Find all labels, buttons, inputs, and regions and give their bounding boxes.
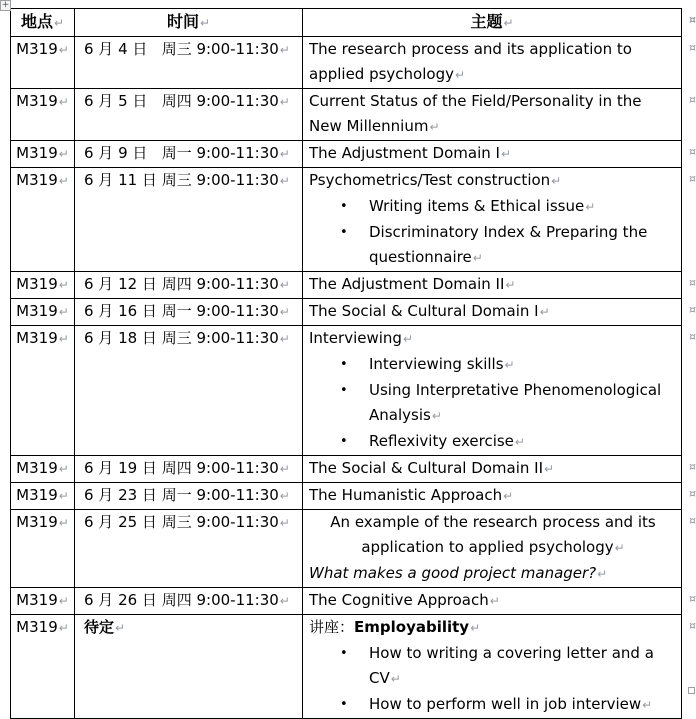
paragraph-mark-icon: ↵ <box>279 462 290 476</box>
topic-paragraph <box>309 37 677 88</box>
bullet-icon: • <box>340 357 348 372</box>
time-value: 6 月 23 日 周一 9:00-11:30 <box>84 486 279 504</box>
paragraph-mark-icon: ↵ <box>390 672 401 686</box>
paragraph-mark-icon: ↵ <box>597 567 608 581</box>
time-value: 6 月 19 日 周四 9:00-11:30 <box>84 459 279 477</box>
table-row <box>11 141 682 168</box>
end-of-row-mark-icon: ¤ <box>689 592 696 605</box>
time-value: 待定 <box>84 618 115 636</box>
time-cell[interactable] <box>75 588 303 615</box>
topic-bullet-item <box>309 641 677 692</box>
paragraph-mark-icon: ↵ <box>539 305 550 319</box>
topic-prefix-text: 讲座： <box>309 618 355 636</box>
location-cell[interactable] <box>11 615 75 719</box>
location-value: M319 <box>16 486 58 504</box>
topic-paragraph <box>309 615 677 641</box>
topic-paragraph <box>309 561 677 587</box>
paragraph-mark-icon: ↵ <box>58 147 69 161</box>
location-value: M319 <box>16 302 58 320</box>
schedule-table-body <box>11 37 696 719</box>
topic-paragraph <box>309 299 677 325</box>
topic-bullet-item <box>309 429 677 455</box>
topic-text: An example of the research process and its application to applied psychology <box>330 513 656 556</box>
time-cell[interactable] <box>75 299 303 326</box>
topic-text: What makes a good project manager? <box>309 564 597 582</box>
topic-cell[interactable] <box>303 456 696 483</box>
paragraph-mark-icon: ↵ <box>585 200 596 214</box>
time-value: 6 月 18 日 周三 9:00-11:30 <box>84 329 279 347</box>
location-cell[interactable] <box>11 483 75 510</box>
location-value: M319 <box>16 171 58 189</box>
bullet-text: How to perform well in job interview <box>369 695 642 713</box>
paragraph-mark-icon: ↵ <box>544 462 555 476</box>
paragraph-mark-icon: ↵ <box>279 594 290 608</box>
topic-cell[interactable] <box>303 168 696 272</box>
table-row <box>11 168 682 272</box>
bullet-text: Reflexivity exercise <box>369 432 514 450</box>
location-cell[interactable] <box>11 272 75 299</box>
time-cell[interactable] <box>75 89 303 141</box>
location-cell[interactable] <box>11 299 75 326</box>
topic-bullet-item <box>309 352 677 378</box>
location-cell[interactable] <box>11 326 75 456</box>
paragraph-mark-icon: ↵ <box>58 621 69 635</box>
paragraph-mark-icon: ↵ <box>58 489 69 503</box>
paragraph-mark-icon: ↵ <box>58 174 69 188</box>
time-cell[interactable] <box>75 37 303 89</box>
bullet-text: Using Interpretative Phenomenological Analysis <box>369 381 662 424</box>
paragraph-mark-icon: ↵ <box>58 278 69 292</box>
topic-cell[interactable] <box>303 299 696 326</box>
header-location[interactable] <box>11 9 75 37</box>
bullet-icon: • <box>340 434 348 449</box>
bullet-text: Writing items & Ethical issue <box>369 197 585 215</box>
header-topic-label: 主题 <box>470 12 503 31</box>
end-of-row-mark-icon: ¤ <box>689 303 696 316</box>
table-row <box>11 326 682 456</box>
paragraph-mark-icon: ↵ <box>279 43 290 57</box>
table-row <box>11 615 682 719</box>
table-row <box>11 456 682 483</box>
topic-cell[interactable] <box>303 615 696 719</box>
topic-text: The Cognitive Approach <box>309 591 489 609</box>
location-cell[interactable] <box>11 37 75 89</box>
paragraph-mark-icon: ↵ <box>279 147 290 161</box>
paragraph-mark-icon: ↵ <box>551 174 562 188</box>
end-of-row-mark-icon: ¤ <box>689 460 696 473</box>
paragraph-mark-icon: ↵ <box>279 305 290 319</box>
end-of-row-mark-icon: ¤ <box>689 514 696 527</box>
topic-text: The Adjustment Domain II <box>309 275 505 293</box>
paragraph-mark-icon: ↵ <box>58 516 69 530</box>
bullet-text: How to writing a covering letter and a CV <box>369 644 654 687</box>
end-of-row-mark-icon: ¤ <box>689 172 696 185</box>
bullet-icon: • <box>340 225 348 240</box>
paragraph-mark-icon: ↵ <box>58 305 69 319</box>
time-cell[interactable] <box>75 141 303 168</box>
time-value: 6 月 9 日 周一 9:00-11:30 <box>84 144 279 162</box>
topic-cell[interactable] <box>303 483 696 510</box>
topic-cell[interactable] <box>303 510 696 588</box>
table-row <box>11 89 682 141</box>
paragraph-mark-icon: ↵ <box>454 68 466 82</box>
location-cell[interactable] <box>11 168 75 272</box>
time-value: 6 月 5 日 周四 9:00-11:30 <box>84 92 279 110</box>
topic-paragraph <box>309 588 677 614</box>
paragraph-mark-icon: ↵ <box>58 332 69 346</box>
topic-cell[interactable] <box>303 272 696 299</box>
topic-text: The Social & Cultural Domain II <box>309 459 544 477</box>
location-value: M319 <box>16 591 58 609</box>
table-row <box>11 37 682 89</box>
paragraph-mark-icon: ↵ <box>279 278 290 292</box>
topic-text: Current Status of the Field/Personality in the New Millennium <box>309 92 642 135</box>
table-row <box>11 510 682 588</box>
bullet-icon: • <box>340 199 348 214</box>
paragraph-mark-icon: ↵ <box>505 278 516 292</box>
table-row <box>11 483 682 510</box>
end-of-row-mark-icon: ¤ <box>689 93 696 106</box>
topic-bullet-item <box>309 220 677 271</box>
header-topic[interactable] <box>303 9 696 37</box>
table-row <box>11 588 682 615</box>
time-value: 6 月 26 日 周四 9:00-11:30 <box>84 591 279 609</box>
location-value: M319 <box>16 275 58 293</box>
paragraph-mark-icon: ↵ <box>279 332 290 346</box>
schedule-table <box>10 8 696 719</box>
topic-bullet-item <box>309 194 677 220</box>
paragraph-mark-icon: ↵ <box>53 16 65 30</box>
time-cell[interactable] <box>75 456 303 483</box>
paragraph-mark-icon: ↵ <box>470 621 481 635</box>
bullet-icon: • <box>340 646 348 661</box>
paragraph-mark-icon: ↵ <box>199 16 211 30</box>
bullet-icon: • <box>340 697 348 712</box>
location-cell[interactable] <box>11 588 75 615</box>
paragraph-mark-icon: ↵ <box>58 43 69 57</box>
topic-paragraph <box>309 456 677 482</box>
paragraph-mark-icon: ↵ <box>431 409 442 423</box>
topic-paragraph <box>309 326 677 352</box>
topic-paragraph <box>309 483 677 509</box>
table-row <box>11 299 682 326</box>
location-cell[interactable] <box>11 141 75 168</box>
location-cell[interactable] <box>11 89 75 141</box>
bullet-text: Interviewing skills <box>369 355 504 373</box>
location-cell[interactable] <box>11 456 75 483</box>
end-of-row-mark-icon: ¤ <box>689 276 696 289</box>
paragraph-mark-icon: ↵ <box>279 174 290 188</box>
header-time[interactable] <box>75 9 303 37</box>
topic-text: Employability <box>354 618 470 636</box>
bullet-text: Discriminatory Index & Preparing the questionnaire <box>369 223 648 266</box>
topic-paragraph <box>309 168 677 194</box>
time-cell[interactable] <box>75 272 303 299</box>
topic-paragraph <box>309 510 677 561</box>
paragraph-mark-icon: ↵ <box>500 147 512 161</box>
end-of-row-mark-icon: ¤ <box>689 487 696 500</box>
header-time-label: 时间 <box>166 12 199 31</box>
paragraph-mark-icon: ↵ <box>503 489 514 503</box>
time-value: 6 月 16 日 周一 9:00-11:30 <box>84 302 279 320</box>
location-value: M319 <box>16 329 58 347</box>
end-of-row-mark-icon: ¤ <box>689 41 696 54</box>
end-of-row-mark-icon: ¤ <box>689 330 696 343</box>
time-cell[interactable] <box>75 510 303 588</box>
paragraph-mark-icon: ↵ <box>402 332 414 346</box>
paragraph-mark-icon: ↵ <box>279 95 290 109</box>
topic-bullet-item <box>309 692 677 718</box>
location-value: M319 <box>16 618 58 636</box>
paragraph-mark-icon: ↵ <box>279 516 290 530</box>
topic-paragraph <box>309 89 677 140</box>
topic-cell[interactable] <box>303 89 696 141</box>
end-of-row-mark-icon: ¤ <box>689 145 696 158</box>
topic-paragraph <box>309 272 677 298</box>
paragraph-mark-icon: ↵ <box>503 16 514 30</box>
topic-cell[interactable] <box>303 588 696 615</box>
topic-text: The Social & Cultural Domain I <box>309 302 539 320</box>
time-value: 6 月 4 日 周三 9:00-11:30 <box>84 40 279 58</box>
paragraph-mark-icon: ↵ <box>642 698 653 712</box>
time-cell[interactable] <box>75 168 303 272</box>
location-value: M319 <box>16 459 58 477</box>
paragraph-mark-icon: ↵ <box>504 358 515 372</box>
paragraph-mark-icon: ↵ <box>489 594 500 608</box>
paragraph-mark-icon: ↵ <box>514 435 525 449</box>
end-of-row-mark-icon: ¤ <box>689 13 696 26</box>
time-cell[interactable] <box>75 483 303 510</box>
location-cell[interactable] <box>11 510 75 588</box>
location-value: M319 <box>16 144 58 162</box>
table-move-handle-icon[interactable]: + <box>1 0 10 10</box>
location-value: M319 <box>16 40 58 58</box>
bullet-icon: • <box>340 383 348 398</box>
table-row <box>11 272 682 299</box>
header-location-label: 地点 <box>20 12 53 31</box>
topic-text: Interviewing <box>309 329 402 347</box>
time-value: 6 月 12 日 周四 9:00-11:30 <box>84 275 279 293</box>
paragraph-mark-icon: ↵ <box>58 95 69 109</box>
time-value: 6 月 25 日 周三 9:00-11:30 <box>84 513 279 531</box>
paragraph-mark-icon: ↵ <box>429 120 440 134</box>
paragraph-mark-icon: ↵ <box>614 541 625 555</box>
topic-cell[interactable] <box>303 326 696 456</box>
topic-cell[interactable] <box>303 37 696 89</box>
location-value: M319 <box>16 513 58 531</box>
topic-bullet-item <box>309 378 677 429</box>
topic-text: The Adjustment Domain I <box>309 144 500 162</box>
topic-text: The Humanistic Approach <box>309 486 503 504</box>
topic-text: The research process and its application to applied psychology <box>309 40 632 83</box>
paragraph-mark-icon: ↵ <box>279 489 290 503</box>
paragraph-mark-icon: ↵ <box>58 462 69 476</box>
topic-text: Psychometrics/Test construction <box>309 171 551 189</box>
end-of-row-mark-icon: ¤ <box>689 619 696 632</box>
header-row <box>11 9 682 37</box>
paragraph-mark-icon: ↵ <box>115 621 126 635</box>
location-value: M319 <box>16 92 58 110</box>
table-resize-handle[interactable] <box>688 687 695 694</box>
topic-paragraph <box>309 141 677 167</box>
time-cell[interactable] <box>75 615 303 719</box>
time-value: 6 月 11 日 周三 9:00-11:30 <box>84 171 279 189</box>
topic-cell[interactable] <box>303 141 696 168</box>
paragraph-mark-icon: ↵ <box>472 251 483 265</box>
paragraph-mark-icon: ↵ <box>58 594 69 608</box>
time-cell[interactable] <box>75 326 303 456</box>
